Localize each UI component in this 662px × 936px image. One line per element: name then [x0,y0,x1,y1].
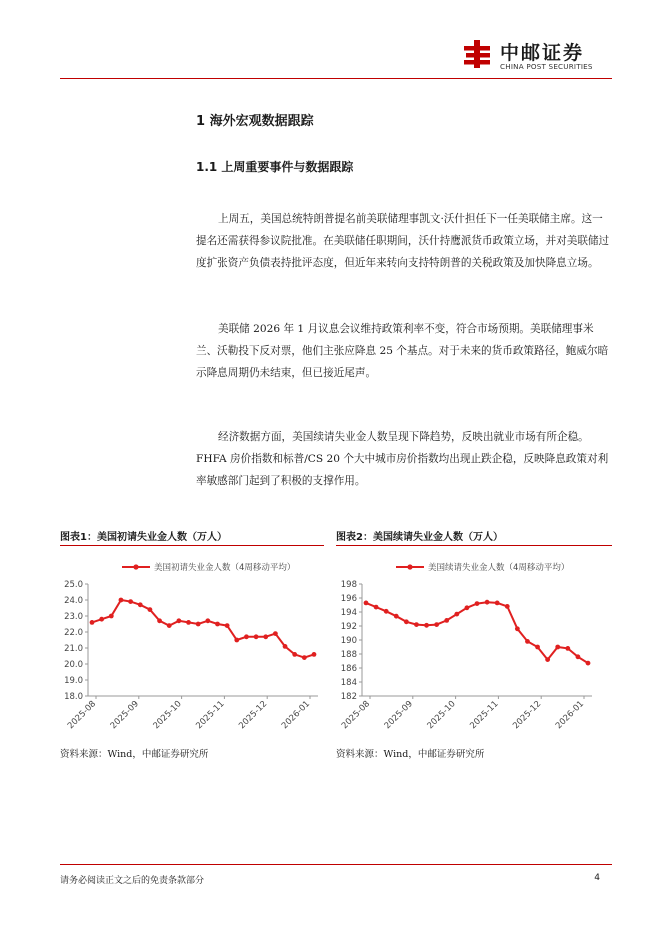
y-tick-label: 186 [340,664,357,674]
figure-2-title: 图表2：美国续请失业金人数（万人） [336,532,503,543]
data-point [454,612,459,617]
series-line [366,602,588,663]
data-point [99,617,104,622]
y-tick-label: 182 [340,692,357,702]
x-tick-label: 2025-10 [425,699,458,732]
data-point [176,618,181,623]
logo-text-cn: 中邮证券 [500,42,585,64]
data-point [525,639,530,644]
disclaimer-note: 请务必阅读正文之后的免责条款部分 [60,876,205,886]
y-tick-label: 20.0 [64,660,83,670]
legend-marker [133,564,138,569]
x-tick-label: 2026-01 [279,699,313,732]
paragraph-nomination: 上周五，美国总统特朗普提名前美联储理事凯文·沃什担任下一任美联储主席。这一提名还需获得参议院批准。在美联储任职期间，沃什持鹰派货币政策立场，并对美联储过度扩张资产负债表持批评态度，但近年来转向支持特朗普的关税政策及加快降息立场。 [196,213,610,269]
company-logo [462,36,612,76]
data-point [384,609,389,614]
data-point [475,601,480,606]
y-tick-label: 192 [340,622,357,632]
data-point [234,638,239,643]
data-point [215,622,220,627]
data-point [283,644,288,649]
legend-label: 美国初请失业金人数（4周移动平均） [154,563,296,573]
x-tick-label: 2026-01 [553,699,587,732]
data-point [586,661,591,666]
y-tick-label: 21.0 [64,644,83,654]
x-tick-label: 2025-11 [468,699,501,732]
continuing-claims-chart [326,548,602,744]
y-tick-label: 198 [340,580,357,590]
header-divider [60,78,612,79]
figure-2-source: 资料来源：Wind，中邮证券研究所 [336,749,485,760]
y-tick-label: 196 [340,594,357,604]
data-point [434,622,439,627]
x-tick-label: 2025-08 [339,699,373,732]
data-point [555,645,560,650]
data-point [205,618,210,623]
initial-claims-chart [52,548,328,744]
y-tick-label: 23.0 [64,612,83,622]
data-point [374,605,379,610]
data-point [148,607,153,612]
x-tick-label: 2025-09 [382,699,415,732]
data-point [186,620,191,625]
page-number: 4 [594,873,600,883]
data-point [119,598,124,603]
data-point [109,614,114,619]
data-point [535,645,540,650]
legend-label: 美国续请失业金人数（4周移动平均） [428,563,570,573]
data-point [465,605,470,610]
paragraph-fomc: 美联储 2026 年 1 月议息会议维持政策利率不变，符合市场预期。美联储理事米兰、沃勒投下反对票，他们主张应降息 25 个基点。对于未来的货币政策路径，鲍威尔暗示降息周期仍未结束，但已接近尾声。 [196,323,609,379]
x-tick-label: 2025-08 [65,699,99,732]
data-point [515,626,520,631]
y-tick-label: 190 [340,636,357,646]
footer-divider [60,864,612,865]
paragraph-economic-data: 经济数据方面，美国续请失业金人数呈现下降趋势，反映出就业市场有所企稳。FHFA 房价指数和标普/CS 20 个大中城市房价指数均出现止跌企稳，反映降息政策对利率敏感部门起到了积极的支撑作用。 [196,431,609,487]
y-tick-label: 22.0 [64,628,83,638]
data-point [565,646,570,651]
x-tick-label: 2025-12 [511,699,544,732]
data-point [364,601,369,606]
data-point [225,623,230,628]
data-point [263,634,268,639]
series-line [92,600,314,658]
data-point [167,623,172,628]
x-tick-label: 2025-12 [237,699,270,732]
data-point [414,622,419,627]
data-point [312,652,317,657]
y-tick-label: 194 [340,608,357,618]
data-point [495,601,500,606]
data-point [485,600,490,605]
figure-1-title: 图表1：美国初请失业金人数（万人） [60,532,227,543]
data-point [157,618,162,623]
data-point [404,619,409,624]
figure-1-rule [60,545,324,546]
x-tick-label: 2025-10 [151,699,184,732]
data-point [545,657,550,662]
legend-marker [407,564,412,569]
data-point [444,618,449,623]
y-tick-label: 25.0 [64,580,83,590]
data-point [576,654,581,659]
data-point [196,622,201,627]
section-heading: 1 海外宏观数据跟踪 [196,114,314,129]
data-point [90,620,95,625]
figure-2-rule [336,545,612,546]
y-tick-label: 184 [340,678,357,688]
data-point [273,631,278,636]
figure-1-source: 资料来源：Wind，中邮证券研究所 [60,749,209,760]
data-point [292,652,297,657]
data-point [244,634,249,639]
y-tick-label: 24.0 [64,596,83,606]
y-tick-label: 188 [340,650,357,660]
x-tick-label: 2025-09 [108,699,141,732]
data-point [424,623,429,628]
data-point [138,602,143,607]
x-tick-label: 2025-11 [194,699,227,732]
subsection-heading: 1.1 上周重要事件与数据跟踪 [196,160,354,174]
y-tick-label: 19.0 [64,676,83,686]
data-point [394,614,399,619]
china-post-logo-icon [462,38,494,70]
data-point [128,599,133,604]
logo-text-en: CHINA POST SECURITIES [500,62,593,71]
data-point [302,655,307,660]
data-point [254,634,259,639]
y-tick-label: 18.0 [64,692,83,702]
data-point [505,604,510,609]
page-header [60,36,612,76]
